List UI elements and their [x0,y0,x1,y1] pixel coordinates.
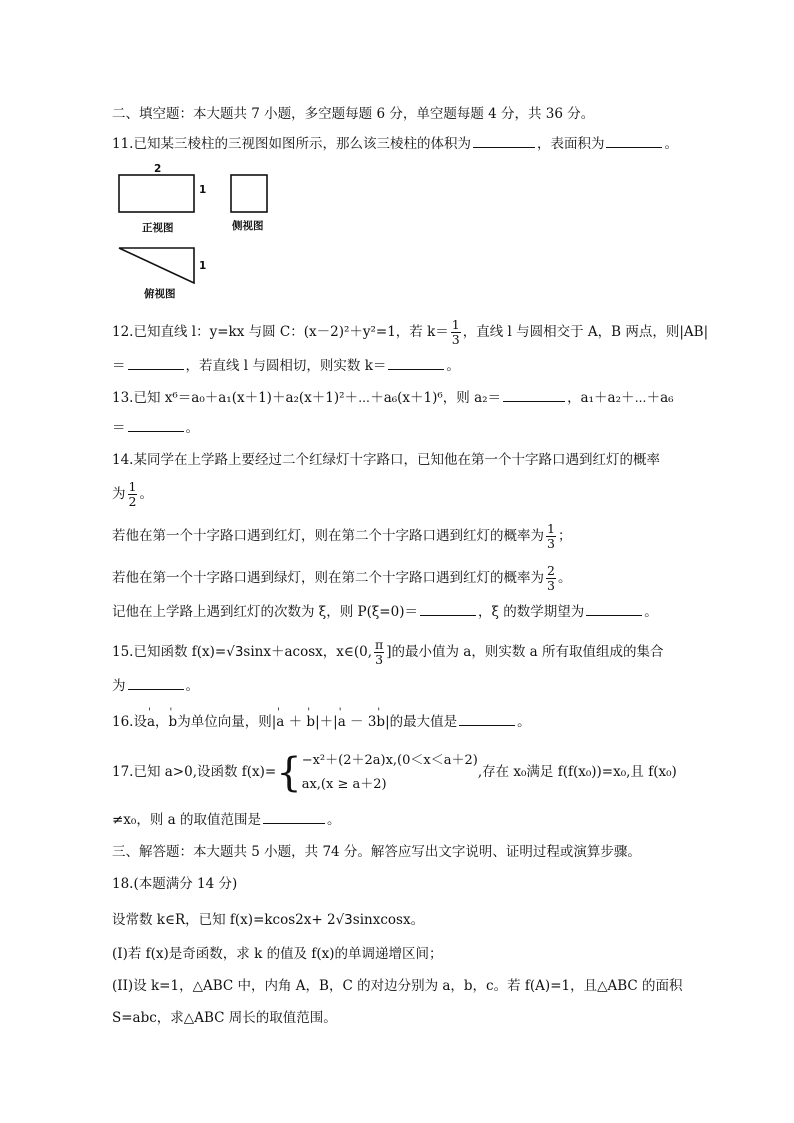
question-17: 17.已知 a>0,设函数 f(x)={ −x²＋(2＋2a)x,(0＜x＜a＋2) ax,(x ≥ a＋2) ,存在 x₀满足 f(f(x₀))=x₀,且 f(x₀) [112,749,677,796]
fraction: $\frac{1}{2}$ [128,479,137,509]
fraction: $\frac{1}{3}$ [451,317,460,347]
fraction: $\frac{\pi}{3}$ [375,637,384,667]
question-18-line1: 设常数 k∈R，已知 f(x)=kcos2x+ 2√3sinxcosx。 [112,912,425,928]
blank [263,811,325,824]
front-view-width-label: 2 [154,163,162,175]
question-13: 13.已知 x⁶＝a₀＋a₁(x＋1)＋a₂(x＋1)²＋⋯＋a₆(x＋1)⁶，则 a₂＝ ，a₁＋a₂＋⋯＋a₆ [112,390,674,406]
three-views-figure [112,160,282,306]
blank [459,713,515,726]
blank [128,677,184,690]
question-15-line2: 为 。 [112,678,199,694]
question-13-line2: ＝ 。 [112,420,199,436]
question-12-line2: ＝ ，若直线 l 与圆相切，则实数 k＝ 。 [112,358,460,374]
fraction: $\frac{1}{3}$ [547,521,555,551]
front-view-height-label: 1 [199,184,207,196]
question-18-part2: (II)设 k=1，△ABC 中，内角 A，B，C 的对边分别为 a，b，c。若 f(A)=1，且△ABC 的面积 [112,978,683,994]
question-14-line1: 14.某同学在上学路上要经过二个红绿灯十字路口，已知他在第一个十字路口遇到红灯的概率 [112,452,660,468]
top-view-triangle [119,248,194,283]
question-15: 15.已知函数 f(x)=√3sinx＋acosx，x∈(0, $\frac{\pi}{3}$ ]的最小值为 a，则实数 a 所有取值组成的集合 [112,637,664,667]
question-14-line5: 记他在上学路上遇到红灯的次数为 ξ，则 P(ξ=0)＝ ，ξ 的数学期望为 。 [112,604,658,620]
piecewise-cases: −x²＋(2＋2a)x,(0＜x＜a＋2) ax,(x ≥ a＋2) [301,752,478,792]
question-14-line2: 为 $\frac{1}{2}$ 。 [112,479,153,509]
side-view-label: 侧视图 [232,220,264,232]
question-18-part1: (I)若 f(x)是奇函数，求 k 的值及 f(x)的单调递增区间； [112,946,443,962]
blank [606,135,662,148]
top-view-height-label: 1 [199,260,207,272]
question-16: 16.设' a，' b为单位向量，则|' a ＋ ' b|＋|' a － 3' b|的最大值是 。 [112,712,531,732]
blank [586,603,642,616]
section3-heading: 三、解答题：本大题共 5 小题，共 74 分。解答应写出文字说明、证明过程或演算步骤。 [112,844,641,860]
section2-heading: 二、填空题：本大题共 7 小题，多空题每题 6 分，单空题每题 4 分，共 36 分。 [112,106,595,122]
top-view-label: 俯视图 [144,288,176,300]
side-view-rect [231,175,267,212]
blank [388,357,444,370]
question-17-line2: ≠x₀，则 a 的取值范围是 。 [112,812,341,828]
question-14-line4: 若他在第一个十字路口遇到绿灯，则在第二个十字路口遇到红灯的概率为 $\frac{2}{3}$ 。 [112,563,572,593]
question-18-title: 18.(本题满分 14 分) [112,876,238,892]
blank [420,603,476,616]
front-view-rect [119,175,194,212]
blank [128,419,184,432]
front-view-label: 正视图 [142,222,174,234]
question-12: 12.已知直线 l：y=kx 与圆 C：(x－2)²＋y²=1，若 k＝ $\frac{1}{3}$ ，直线 l 与圆相交于 A，B 两点，则|AB| [112,317,709,347]
question-11: 11.已知某三棱柱的三视图如图所示，那么该三棱柱的体积为 ，表面积为 。 [112,136,678,152]
blank [128,357,184,370]
blank [503,389,565,402]
left-brace: { [276,749,302,796]
blank [473,135,535,148]
question-18-part2b: S=abc，求△ABC 周长的取值范围。 [112,1010,337,1026]
question-14-line3: 若他在第一个十字路口遇到红灯，则在第二个十字路口遇到红灯的概率为 $\frac{1}{3}$ ； [112,521,572,551]
fraction: $\frac{2}{3}$ [547,563,555,593]
